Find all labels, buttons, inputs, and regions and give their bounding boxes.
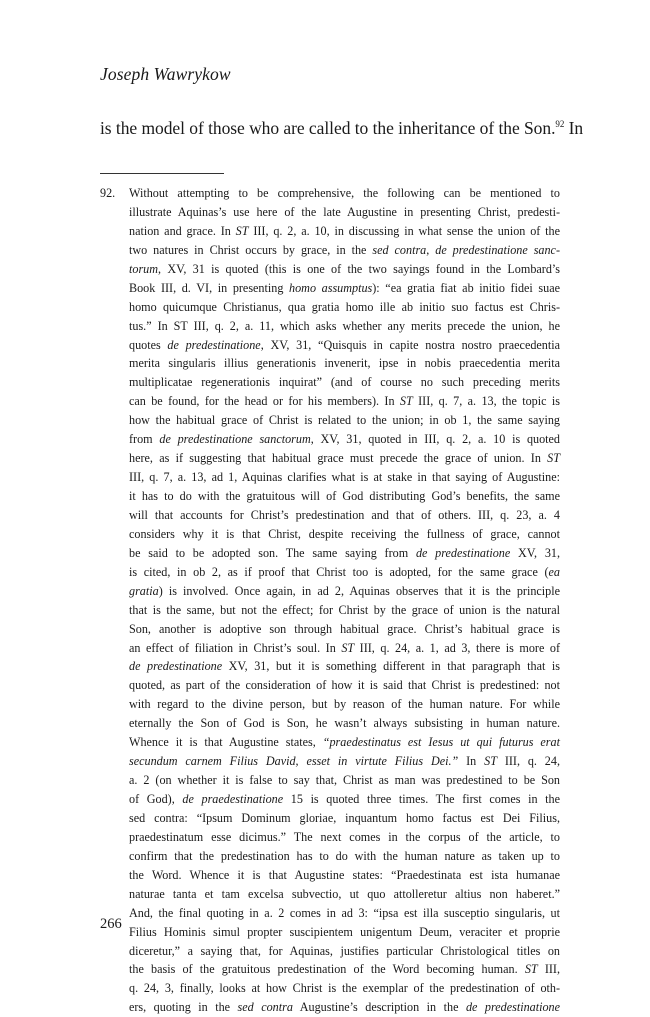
footnote-line: be said to be adopted son. The same saying from de predestinatione XV, 31, bbox=[129, 545, 561, 560]
italic-text: de predestinatione bbox=[129, 659, 223, 674]
footnote-line: torum, XV, 31 is quoted (this is one of the two sayings found in the Lombard’s bbox=[129, 261, 560, 276]
body-text-tail: In bbox=[564, 118, 584, 138]
footnote-line: merita singularis illius generationis invenerit, ipse in nobis praecedentia merita bbox=[129, 356, 560, 371]
footnote-line: Filius Hominis simul propter suscipientem unigentum Deum, veraciter et proprie bbox=[129, 924, 560, 939]
footnote-line: a. 2 (on whether it is false to say that, Christ as man was predestined to be Son bbox=[129, 773, 560, 788]
footnote-line: the basis of the gratuitous predestination of the Word becoming human. ST III, bbox=[129, 962, 560, 977]
footnote-line: gratia) is involved. Once again, in ad 2, Aquinas observes that it is the principle bbox=[129, 583, 560, 598]
footnote-line: considers why it is that Christ, despite receiving the fullness of grace, cannot bbox=[129, 526, 560, 541]
footnote-line: multiplicatae regenerationis inquirat” (and of course no such preceding merits bbox=[129, 375, 560, 390]
footnote-line: illustrate Aquinas’s use here of the late Augustine in presenting Christ, predesti- bbox=[129, 204, 560, 219]
running-head: Joseph Wawrykow bbox=[100, 64, 231, 84]
footnote-line: quotes de predestinatione, XV, 31, “Quisquis in capite nostra nostro praecedentia bbox=[129, 337, 560, 352]
italic-text: secundum carnem Filius David, esset in virtute Filius Dei.” bbox=[129, 754, 459, 769]
italic-text: sed contra bbox=[372, 242, 427, 257]
italic-text: de predestinatione bbox=[465, 1000, 560, 1015]
footnote-line: ers, quoting in the sed contra Augustine’s description in the de predestinatione bbox=[129, 1000, 560, 1015]
footnote-line: that is the same, but not the effect; for Christ by the grace of union is the natural bbox=[129, 602, 560, 617]
footnote-line: is cited, in ob 2, as if proof that Christ too is adopted, for the same grace (ea bbox=[129, 564, 560, 579]
body-text: is the model of those who are called to the inheritance of the Son. bbox=[100, 118, 556, 138]
footnote-line: confirm that the predestination has to do with the human nature as taken up to bbox=[129, 848, 560, 863]
footnote-line: can be found, for the head or for his members). In ST III, q. 7, a. 13, the topic is bbox=[129, 394, 560, 409]
footnote-line: Book III, d. VI, in presenting homo assumptus): “ea gratia fiat ab initio fidei suae bbox=[129, 280, 560, 295]
footnote-line: And, the final quoting in a. 2 comes in ad 3: “ipsa est illa susceptio singularis, ut bbox=[129, 905, 560, 920]
italic-text: sed contra bbox=[237, 1000, 293, 1015]
footnote-line: it has to do with the gratuitous will of God distributing God’s benefits, the same bbox=[129, 489, 560, 503]
body-text-line bbox=[100, 118, 584, 139]
footnote-line: naturae tanta et tam excelsa subvectio, ut quo attolleretur altius non haberet.” bbox=[129, 886, 560, 901]
footnote-92 bbox=[100, 184, 560, 1017]
footnote-line: q. 24, 3, finally, looks at how Christ is the exemplar of the predestination of oth- bbox=[129, 981, 560, 996]
italic-text: torum bbox=[129, 261, 159, 276]
footnote-line: nation and grace. In ST III, q. 2, a. 10, in discussing in what sense the union of the bbox=[129, 223, 560, 238]
footnote-line: tus.” In ST III, q. 2, a. 11, which asks whether any merits precede the union, he bbox=[129, 318, 560, 333]
italic-text: ST bbox=[484, 754, 497, 769]
footnote-line: homo quicumque Christianus, qua gratia homo ille ab initio suo factus est Chris- bbox=[129, 299, 560, 314]
italic-text: ST bbox=[547, 451, 560, 466]
footnote-line: Whence it is that Augustine states, “praedestinatus est Iesus ut qui futurus erat bbox=[129, 735, 560, 750]
footnote-line: will that accounts for Christ’s predestination and that of others. III, q. 23, a. 4 bbox=[129, 507, 560, 522]
italic-text: de predestinatione bbox=[167, 337, 261, 352]
footnote-line: an effect of filiation in Christ’s soul. In ST III, q. 24, a. 1, ad 3, there is more of bbox=[129, 640, 560, 655]
italic-text: de praedestinatione bbox=[182, 792, 284, 806]
footnote-line: secundum carnem Filius David, esset in virtute Filius Dei.” In ST III, q. 24, bbox=[129, 754, 560, 769]
italic-text: de predestinatione bbox=[415, 545, 511, 560]
footnote-line: Son, another is adoptive son through habitual grace. Christ’s habitual grace is bbox=[129, 621, 560, 636]
footnote-number: 92. bbox=[100, 186, 116, 200]
footnote-line: with regard to the divine person, but by reason of the human nature. For while bbox=[129, 697, 560, 712]
footnote-line: the Word. Whence it is that Augustine states: “Praedestinata est ista humanae bbox=[129, 867, 560, 882]
footnote-separator-rule bbox=[100, 173, 224, 174]
italic-text: de predestinatione sanc- bbox=[435, 242, 560, 257]
italic-text: ST bbox=[524, 962, 538, 977]
footnote-line: from de predestinatione sanctorum, XV, 31, quoted in III, q. 2, a. 10 is quoted bbox=[129, 432, 560, 447]
footnote-line: sed contra: “Ipsum Dominum gloriae, inquantum homo factus est Dei Filius, bbox=[129, 810, 560, 825]
footnote-line: eternally the Son of God is Son, he wasn’t always subsisting in human nature. bbox=[129, 716, 560, 731]
footnote-line: how the habitual grace of Christ is related to the union; in ob 1, the same saying bbox=[129, 413, 560, 428]
footnote-line: praedestinatum esse dicimus.” The next comes in the corpus of the article, to bbox=[129, 829, 560, 844]
page-number: 266 bbox=[100, 916, 122, 932]
italic-text: ST bbox=[235, 223, 249, 238]
footnote-line: of God), de praedestinatione 15 is quoted three times. The first comes in the bbox=[129, 792, 561, 806]
italic-text: ST bbox=[399, 394, 413, 409]
footnote-line: here, as if suggesting that habitual grace must precede the grace of union. In ST bbox=[129, 451, 560, 466]
footnote-line: III, q. 7, a. 13, ad 1, Aquinas clarifies what is at stake in that saying of Augustine: bbox=[129, 470, 560, 485]
italic-text: homo assumptus bbox=[289, 280, 373, 295]
footnote-line: diceretur,” a saying that, for Aquinas, justifies particular Christological titles on bbox=[129, 943, 560, 958]
footnote-line: two natures in Christ occurs by grace, in the sed contra, de predestinatione sanc- bbox=[129, 242, 560, 257]
footnote-line: quoted, as part of the consideration of how it is said that Christ is predestined: not bbox=[129, 678, 560, 693]
footnote-line: 92. Without attempting to be comprehensive, the following can be mentioned to bbox=[100, 184, 560, 203]
footnote-reference: 92 bbox=[555, 119, 565, 129]
italic-text: “praedestinatus est Iesus ut qui futurus erat bbox=[322, 735, 560, 750]
italic-text: gratia bbox=[129, 583, 159, 598]
italic-text: ea bbox=[548, 564, 560, 579]
italic-text: ST bbox=[341, 640, 355, 655]
italic-text: de predestinatione sanctorum bbox=[159, 432, 311, 447]
footnote-line: de predestinatione XV, 31, but it is something different in that paragraph that is bbox=[129, 659, 560, 674]
